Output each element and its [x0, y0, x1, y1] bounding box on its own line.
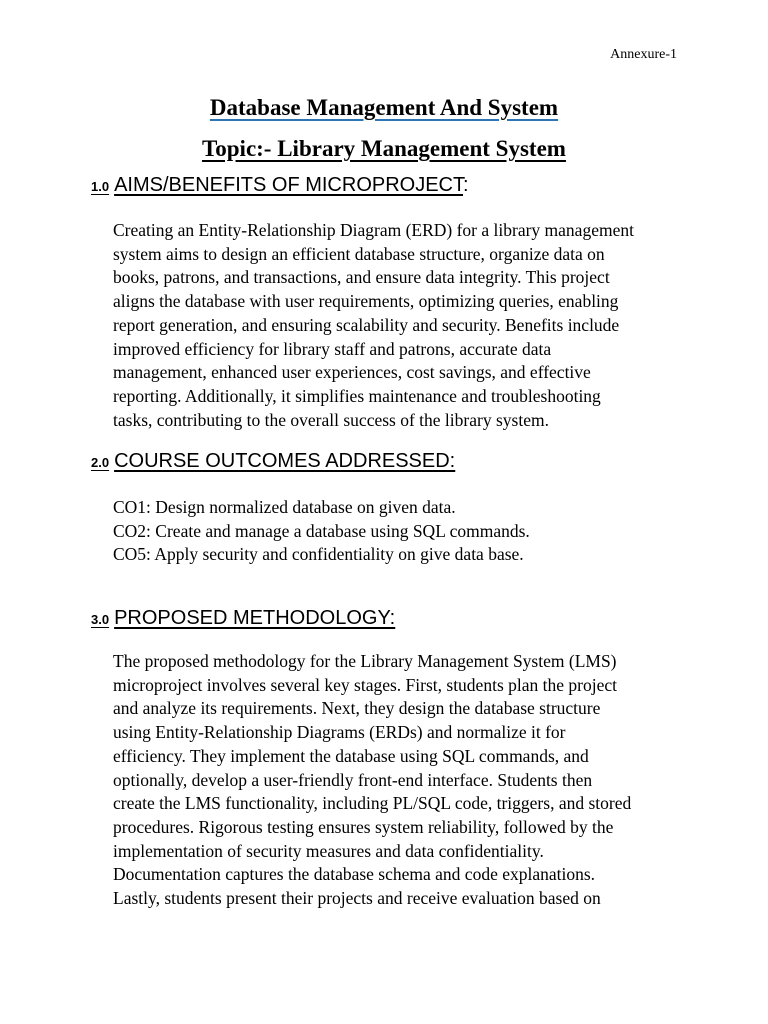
section-heading-text: PROPOSED METHODOLOGY: — [114, 607, 396, 629]
paragraph-line: tasks, contributing to the overall success of the library system. — [113, 409, 549, 430]
paragraph-line: create the LMS functionality, including PL/SQL code, triggers, and stored — [113, 793, 632, 814]
document-title — [0, 94, 768, 122]
paragraph-line: implementation of security measures and data confidentiality. — [113, 840, 544, 861]
section-number: 2.0 — [91, 455, 110, 470]
paragraph-line: procedures. Rigorous testing ensures system reliability, followed by the — [113, 816, 614, 837]
section-heading-text: COURSE OUTCOMES ADDRESSED: — [114, 450, 456, 472]
paragraph-line: efficiency. They implement the database using SQL commands, and — [113, 745, 589, 766]
course-outcome-item: CO2: Create and manage a database using SQL commands. — [113, 520, 530, 541]
paragraph-line: Lastly, students present their projects and receive evaluation based on — [113, 888, 601, 909]
section-heading-aims — [91, 174, 469, 197]
paragraph-line: using Entity-Relationship Diagrams (ERDs) and normalize it for — [113, 722, 566, 743]
annexure-label: Annexure-1 — [610, 47, 677, 62]
paragraph-line: management, enhanced user experiences, cost savings, and effective — [113, 362, 591, 383]
course-outcomes-list — [113, 496, 683, 567]
course-outcome-item: CO5: Apply security and confidentiality on give data base. — [113, 544, 524, 565]
topic-title-text: Topic:- Library Management System — [202, 136, 566, 161]
section-heading-course-outcomes — [91, 450, 455, 473]
paragraph-line: and analyze its requirements. Next, they design the database structure — [113, 698, 601, 719]
paragraph-line: The proposed methodology for the Library Management System (LMS) — [113, 651, 617, 671]
section-heading-colon: : — [463, 174, 469, 196]
document-title-text: Database Management And System — [209, 95, 559, 120]
methodology-paragraph — [113, 650, 683, 911]
section-heading-methodology — [91, 607, 395, 630]
paragraph-line: improved efficiency for library staff and patrons, accurate data — [113, 338, 552, 359]
section-heading-text: AIMS/BENEFITS OF MICROPROJECT — [114, 174, 463, 196]
topic-title — [0, 135, 768, 163]
section-number: 1.0 — [91, 179, 110, 194]
paragraph-line: system aims to design an efficient database structure, organize data on — [113, 243, 605, 264]
aims-paragraph — [113, 219, 683, 432]
paragraph-line: books, patrons, and transactions, and ensure data integrity. This project — [113, 267, 610, 288]
paragraph-line: reporting. Additionally, it simplifies maintenance and troubleshooting — [113, 385, 601, 406]
paragraph-line: Documentation captures the database schema and code explanations. — [113, 864, 596, 885]
paragraph-line: optionally, develop a user-friendly front-end interface. Students then — [113, 769, 593, 790]
course-outcome-item: CO1: Design normalized database on given data. — [113, 497, 456, 517]
section-number: 3.0 — [91, 612, 110, 627]
paragraph-line: microproject involves several key stages. First, students plan the project — [113, 674, 617, 695]
paragraph-line: report generation, and ensuring scalability and security. Benefits include — [113, 314, 620, 335]
paragraph-line: Creating an Entity-Relationship Diagram (ERD) for a library management — [113, 220, 634, 240]
paragraph-line: aligns the database with user requirements, optimizing queries, enabling — [113, 291, 619, 312]
